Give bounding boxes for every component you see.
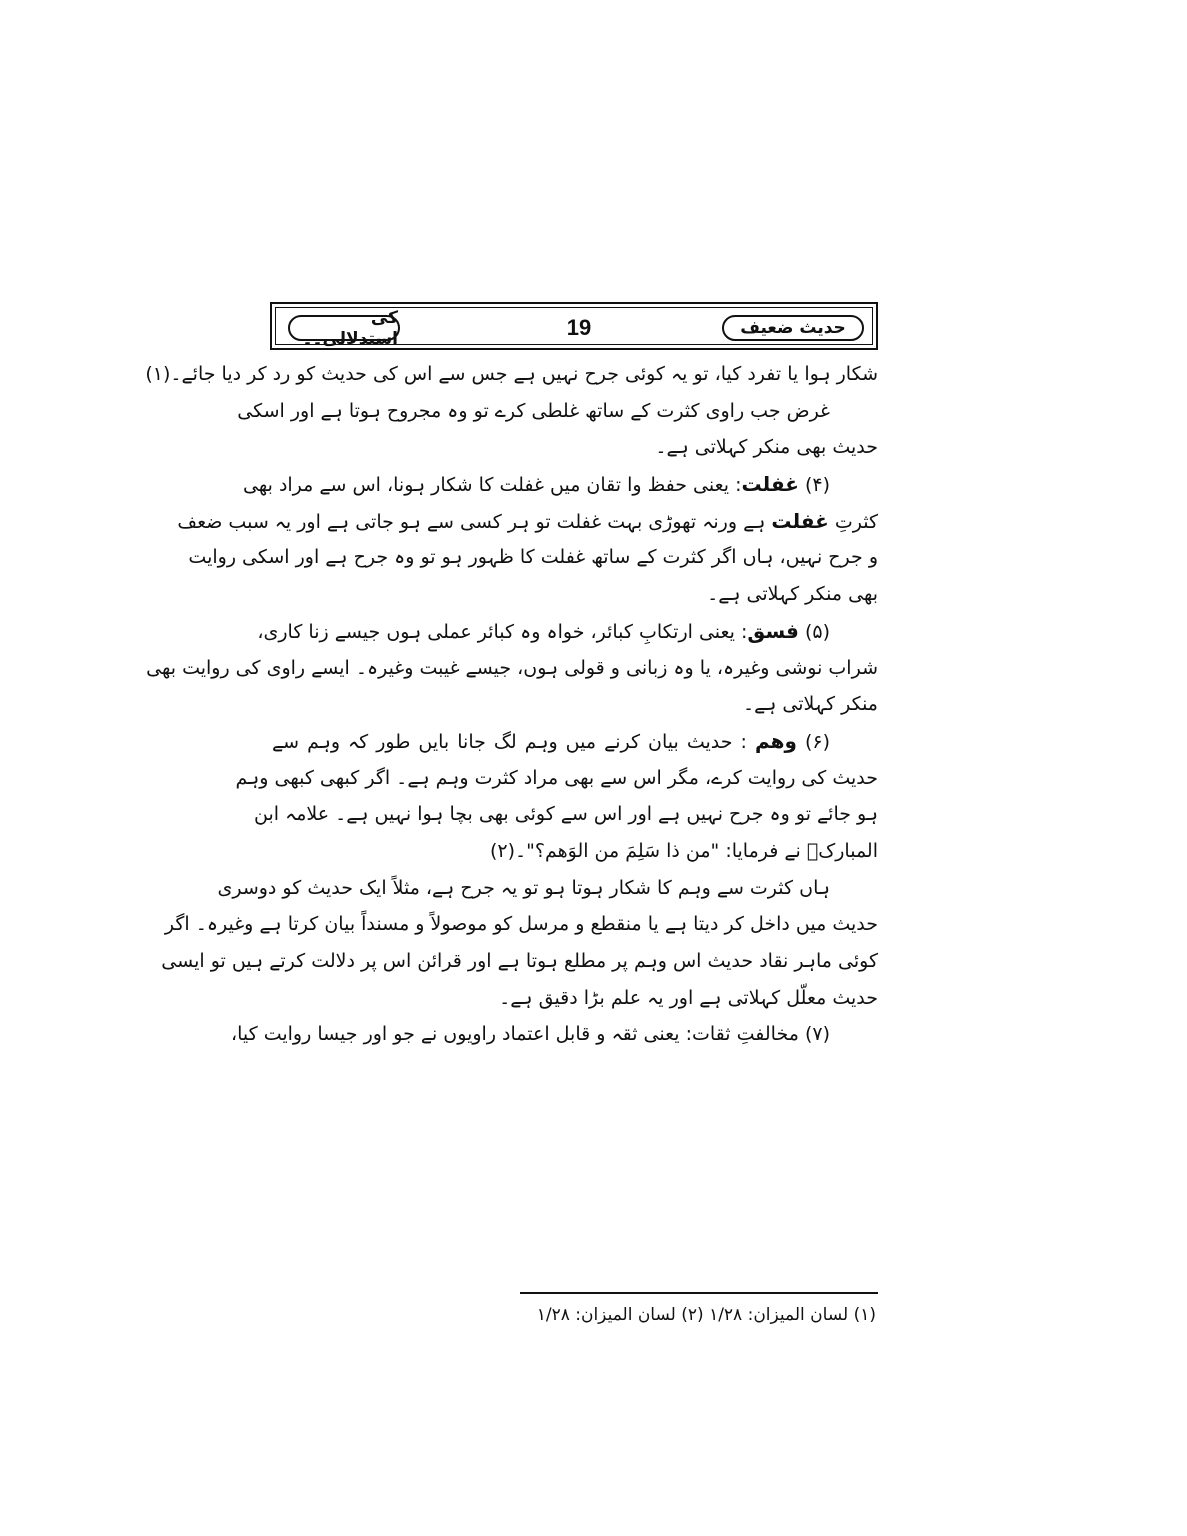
body-line: و جرح نہیں، ہاں اگر کثرت کے ساتھ غفلت کا ظہور ہو تو وہ جرح ہے اور اسکی روایت (188, 546, 878, 569)
body-line: بھی منکر کہلاتی ہے۔ (707, 583, 878, 606)
body-line: (۴) غفلت: یعنی حفظ وا تقان میں غفلت کا شکار ہونا، اس سے مراد بھی (243, 472, 830, 497)
body-line: شکار ہوا یا تفرد کیا، تو یہ کوئی جرح نہیں ہے جس سے اس کی حدیث کو رد کر دیا جائے۔(۱) (145, 363, 878, 385)
body-line: کثرتِ غفلت ہے ورنہ تھوڑی بہت غفلت تو ہر کسی سے ہو جاتی ہے اور یہ سبب ضعف (177, 508, 878, 533)
footnote-divider (520, 1292, 878, 1294)
body-line: المبارکؒ نے فرمایا: "من ذا سَلِمَ من الوَھم؟"۔(۲) (489, 839, 878, 862)
defined-term: فسق (747, 618, 799, 643)
header-inner-frame (275, 307, 873, 349)
body-line: (۷) مخالفتِ ثقات: یعنی ثقہ و قابل اعتماد راویوں نے جو اور جیسا روایت کیا، (230, 1023, 830, 1046)
defined-term: غفلت (741, 472, 799, 497)
body-line: حدیث میں داخل کر دیتا ہے یا منقطع و مرسل کو موصولاً و مسنداً بیان کرتا ہے وغیرہ۔ اگر (164, 913, 878, 936)
body-line: (۶) وھم : حدیث بیان کرنے میں وہم لگ جانا بایں طور کہ وہم سے (272, 728, 830, 753)
body-line: ہاں کثرت سے وہم کا شکار ہوتا ہو تو یہ جرح ہے، مثلاً ایک حدیث کو دوسری (217, 876, 830, 899)
page-header (270, 302, 878, 350)
body-line: شراب نوشی وغیرہ، یا وہ زبانی و قولی ہوں، جیسے غیبت وغیرہ۔ ایسے راوی کی روایت بھی (146, 656, 878, 679)
header-title-left: کی استدلالی۔۔ (288, 315, 400, 341)
page-number: 19 (566, 315, 592, 340)
body-line: حدیث کی روایت کرے، مگر اس سے بھی مراد کثرت وہم ہے۔ اگر کبھی کبھی وہم (235, 766, 878, 789)
footnotes: (۱) لسان المیزان: ۱/۲۸ (۲) لسان المیزان: ۱/۲۸ (536, 1305, 876, 1325)
body-line: (۵) فسق: یعنی ارتکابِ کبائر، خواہ وہ کبائر عملی ہوں جیسے زنا کاری، (257, 618, 830, 643)
body-line: منکر کہلاتی ہے۔ (742, 693, 878, 716)
defined-term: غفلت (771, 508, 829, 533)
body-text (145, 356, 878, 1053)
defined-term: وھم (754, 728, 797, 753)
body-line: حدیث معلّل کہلاتی ہے اور یہ علم بڑا دقیق ہے۔ (499, 986, 878, 1009)
body-line: غرض جب راوی کثرت کے ساتھ غلطی کرے تو وہ مجروح ہوتا ہے اور اسکی (237, 399, 830, 422)
body-line: حدیث بھی منکر کہلاتی ہے۔ (655, 436, 878, 459)
header-title-right: حدیث ضعیف (722, 315, 864, 341)
body-line: کوئی ماہر نقاد حدیث اس وہم پر مطلع ہوتا ہے اور قرائن اس پر دلالت کرتے ہیں تو ایسی (161, 950, 878, 972)
body-line: ہو جائے تو وہ جرح نہیں ہے اور اس سے کوئی بھی بچا ہوا نہیں ہے۔ علامہ ابن (254, 803, 878, 826)
